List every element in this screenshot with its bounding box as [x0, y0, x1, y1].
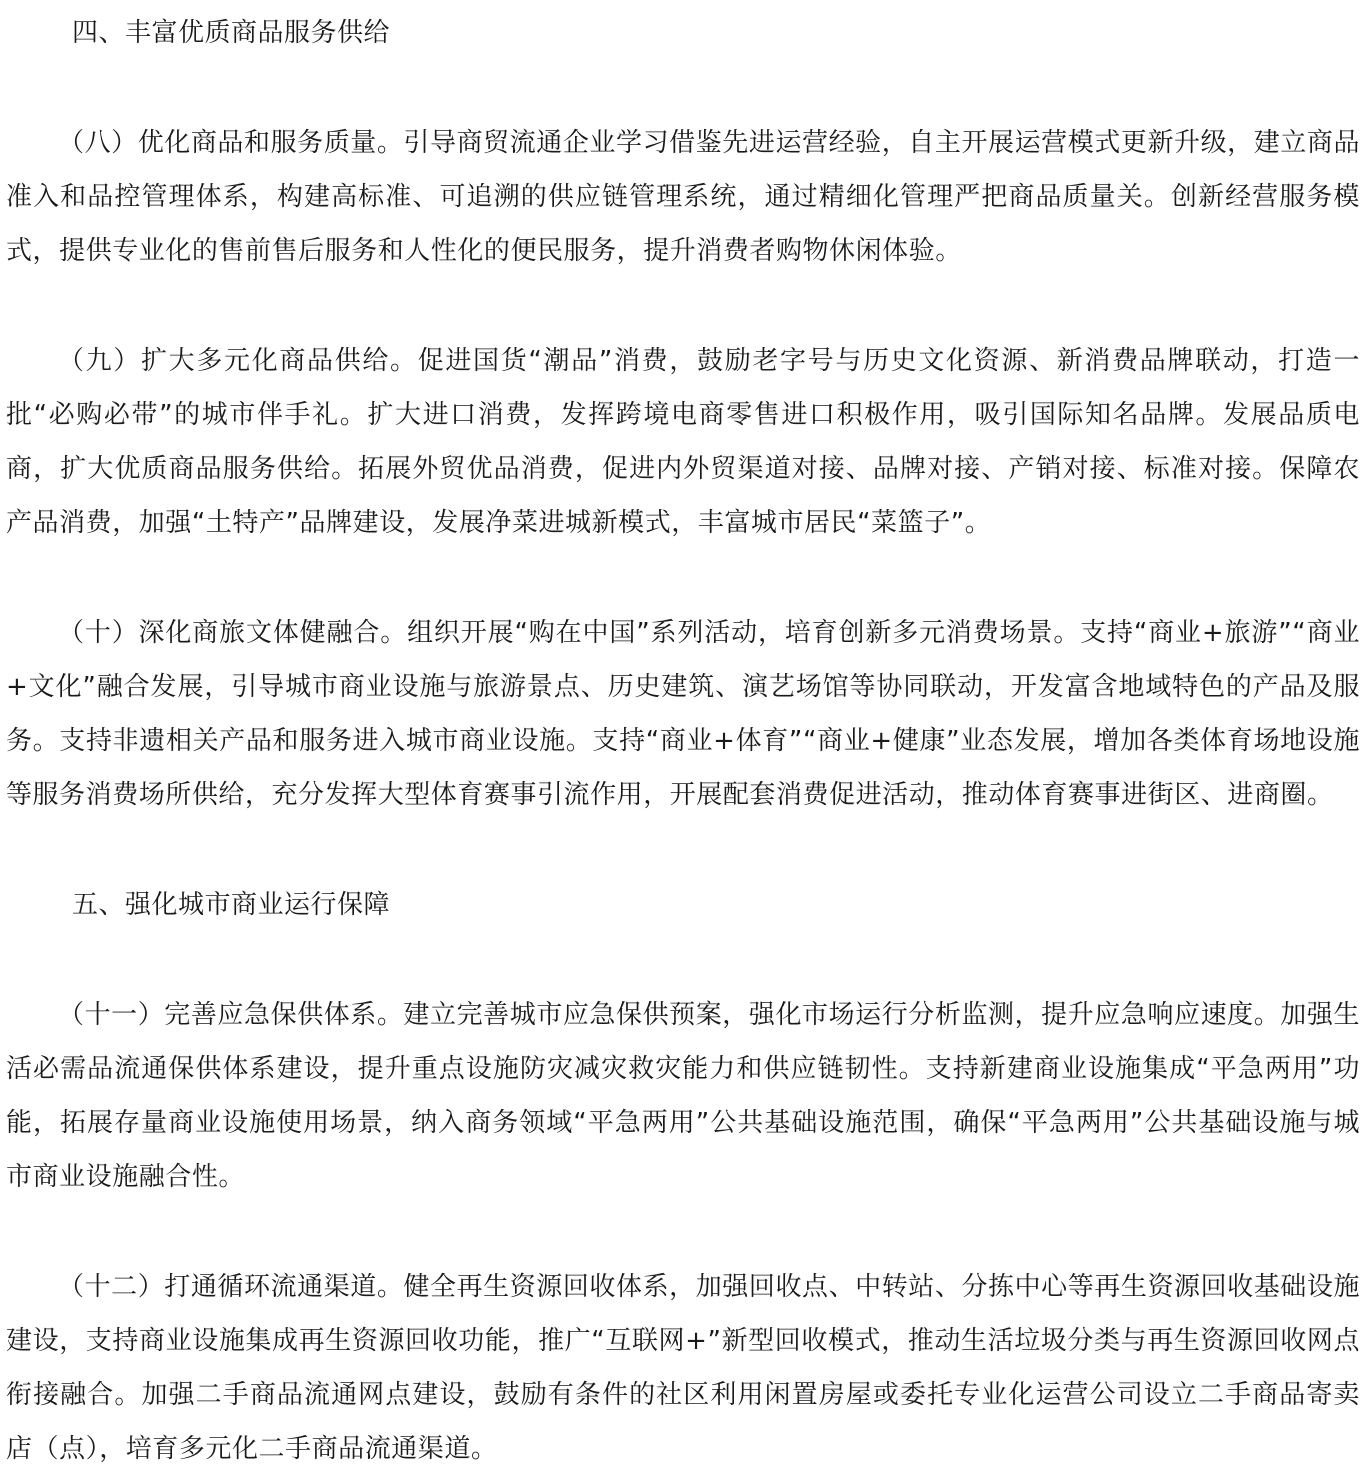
paragraph-11: （十一）完善应急保供体系。建立完善城市应急保供预案，强化市场运行分析监测，提升应急响应速度。加强生活必需品流通保供体系建设，提升重点设施防灾减灾救灾能力和供应链韧性。支持新建商业设施集成“平急两用”功能，拓展存量商业设施使用场景，纳入商务领域“平急两用”公共基础设施范围，确保“平急两用”公共基础设施与城市商业设施融合性。: [6, 1000, 1360, 1192]
paragraph-8: （八）优化商品和服务质量。引导商贸流通企业学习借鉴先进运营经验，自主开展运营模式更新升级，建立商品准入和品控管理体系，构建高标准、可追溯的供应链管理系统，通过精细化管理严把商品质量关。创新经营服务模式，提供专业化的售前售后服务和人性化的便民服务，提升消费者购物休闲体验。: [6, 128, 1360, 266]
paragraph-12: （十二）打通循环流通渠道。健全再生资源回收体系，加强回收点、中转站、分拣中心等再生资源回收基础设施建设，支持商业设施集成再生资源回收功能，推广“互联网+”新型回收模式，推动生活垃圾分类与再生资源回收网点衔接融合。加强二手商品流通网点建设，鼓励有条件的社区利用闲置房屋或委托专业化运营公司设立二手商品寄卖店（点），培育多元化二手商品流通渠道。: [6, 1272, 1360, 1464]
paragraph-10: （十）深化商旅文体健融合。组织开展“购在中国”系列活动，培育创新多元消费场景。支持“商业+旅游”“商业+文化”融合发展，引导城市商业设施与旅游景点、历史建筑、演艺场馆等协同联动，开发富含地域特色的产品及服务。支持非遗相关产品和服务进入城市商业设施。支持“商业+体育”“商业+健康”业态发展，增加各类体育场地设施等服务消费场所供给，充分发挥大型体育赛事引流作用，开展配套消费促进活动，推动体育赛事进街区、进商圈。: [6, 618, 1360, 810]
section-heading-5: 五、强化城市商业运行保障: [72, 890, 391, 920]
section-heading-4: 四、丰富优质商品服务供给: [72, 18, 391, 48]
paragraph-9: （九）扩大多元化商品供给。促进国货“潮品”消费，鼓励老字号与历史文化资源、新消费品牌联动，打造一批“必购必带”的城市伴手礼。扩大进口消费，发挥跨境电商零售进口积极作用，吸引国际知名品牌。发展品质电商，扩大优质商品服务供给。拓展外贸优品消费，促进内外贸渠道对接、品牌对接、产销对接、标准对接。保障农产品消费，加强“土特产”品牌建设，发展净菜进城新模式，丰富城市居民“菜篮子”。: [6, 346, 1360, 538]
